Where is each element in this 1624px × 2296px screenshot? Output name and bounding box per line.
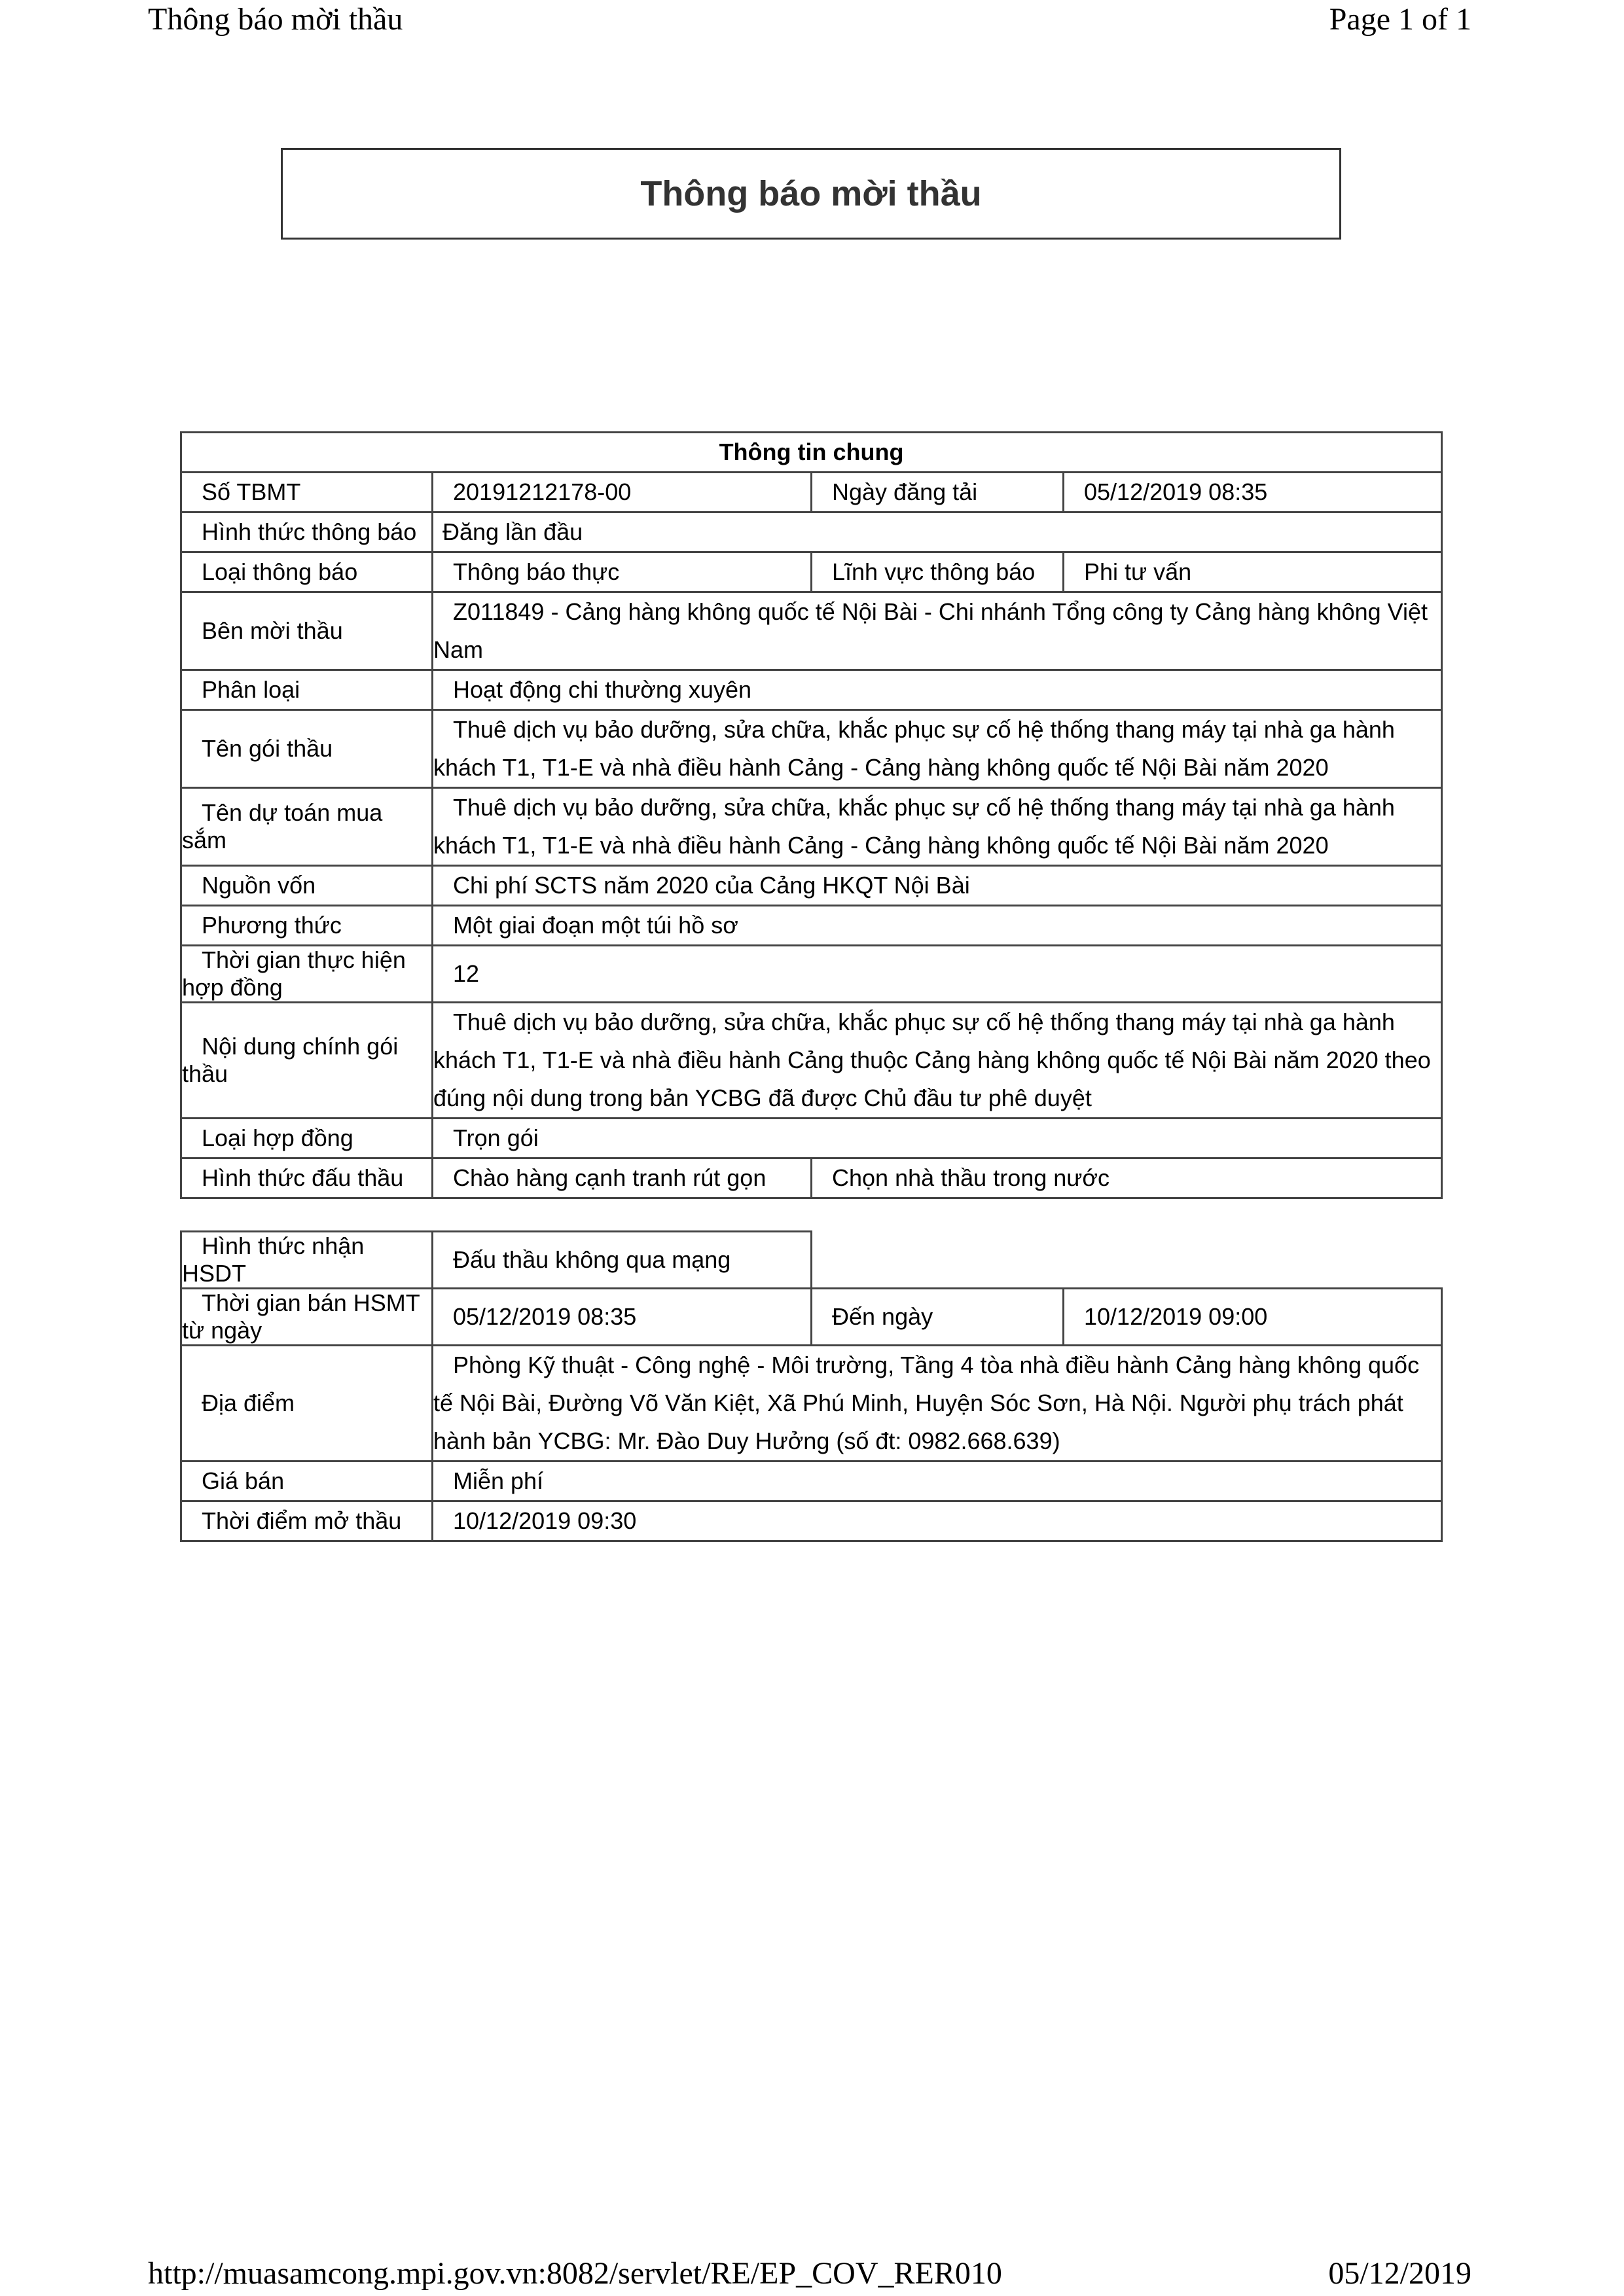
document-title: Thông báo mời thầu xyxy=(281,148,1341,240)
footer-date: 05/12/2019 xyxy=(1328,2256,1471,2291)
label: Giá bán xyxy=(181,1462,433,1501)
label: Nguồn vốn xyxy=(181,866,433,906)
label: Thời điểm mở thầu xyxy=(181,1501,433,1541)
footer-url: http://muasamcong.mpi.gov.vn:8082/servlet/RE/EP_COV_RER010 xyxy=(148,2256,1002,2291)
page-header-title: Thông báo mời thầu xyxy=(148,2,403,37)
value: Chi phí SCTS năm 2020 của Cảng HKQT Nội Bài xyxy=(433,866,1442,906)
label: Tên gói thầu xyxy=(181,710,433,788)
value: 10/12/2019 09:30 xyxy=(433,1501,1442,1541)
label: Thời gian thực hiện hợp đồng xyxy=(181,946,433,1003)
value: Chọn nhà thầu trong nước xyxy=(812,1158,1442,1198)
value: Trọn gói xyxy=(433,1119,1442,1158)
label: Đến ngày xyxy=(812,1289,1064,1346)
label: Phương thức xyxy=(181,906,433,946)
general-info-table xyxy=(180,431,1443,1199)
label: Loại hợp đồng xyxy=(181,1119,433,1158)
label: Số TBMT xyxy=(181,473,433,512)
empty-cell xyxy=(812,1232,1442,1289)
section-heading: Thông tin chung xyxy=(181,433,1442,473)
value: 05/12/2019 08:35 xyxy=(433,1289,812,1346)
label: Hình thức đấu thầu xyxy=(181,1158,433,1198)
value: Thuê dịch vụ bảo dưỡng, sửa chữa, khắc phục sự cố hệ thống thang máy tại nhà ga hành khách T1, T1-E và nhà điều hành Cảng - Cảng hàng không quốc tế Nội Bài năm 2020 xyxy=(433,788,1442,866)
label: Hình thức thông báo xyxy=(181,512,433,552)
value: Miễn phí xyxy=(433,1462,1442,1501)
label: Tên dự toán mua sắm xyxy=(181,788,433,866)
value: Chào hàng cạnh tranh rút gọn xyxy=(433,1158,812,1198)
value: Đăng lần đầu xyxy=(433,512,1442,552)
value: Thuê dịch vụ bảo dưỡng, sửa chữa, khắc phục sự cố hệ thống thang máy tại nhà ga hành khách T1, T1-E và nhà điều hành Cảng - Cảng hàng không quốc tế Nội Bài năm 2020 xyxy=(433,710,1442,788)
value: Đấu thầu không qua mạng xyxy=(433,1232,812,1289)
label: Phân loại xyxy=(181,670,433,710)
value: Thuê dịch vụ bảo dưỡng, sửa chữa, khắc phục sự cố hệ thống thang máy tại nhà ga hành khách T1, T1-E và nhà điều hành Cảng thuộc Cảng hàng không quốc tế Nội Bài năm 2020 theo đúng nội dung trong bản YCBG đã được Chủ đầu tư phê duyệt xyxy=(433,1003,1442,1119)
label: Địa điểm xyxy=(181,1346,433,1462)
value: 10/12/2019 09:00 xyxy=(1064,1289,1442,1346)
page-number: Page 1 of 1 xyxy=(1329,2,1471,37)
value: Hoạt động chi thường xuyên xyxy=(433,670,1442,710)
label: Thời gian bán HSMT từ ngày xyxy=(181,1289,433,1346)
value: Thông báo thực xyxy=(433,552,812,592)
value: 12 xyxy=(433,946,1442,1003)
label: Bên mời thầu xyxy=(181,592,433,670)
label: Loại thông báo xyxy=(181,552,433,592)
value: Z011849 - Cảng hàng không quốc tế Nội Bài - Chi nhánh Tổng công ty Cảng hàng không Việt Nam xyxy=(433,592,1442,670)
value: 05/12/2019 08:35 xyxy=(1064,473,1442,512)
value: Phi tư vấn xyxy=(1064,552,1442,592)
document-sale-table xyxy=(180,1230,1443,1542)
value: Phòng Kỹ thuật - Công nghệ - Môi trường, Tầng 4 tòa nhà điều hành Cảng hàng không quốc tế Nội Bài, Đường Võ Văn Kiệt, Xã Phú Minh, Huyện Sóc Sơn, Hà Nội. Người phụ trách phát hành bản YCBG: Mr. Đào Duy Hưởng (số đt: 0982.668.639) xyxy=(433,1346,1442,1462)
label: Ngày đăng tải xyxy=(812,473,1064,512)
value: 20191212178-00 xyxy=(433,473,812,512)
label: Nội dung chính gói thầu xyxy=(181,1003,433,1119)
label: Hình thức nhận HSDT xyxy=(181,1232,433,1289)
value: Một giai đoạn một túi hồ sơ xyxy=(433,906,1442,946)
label: Lĩnh vực thông báo xyxy=(812,552,1064,592)
